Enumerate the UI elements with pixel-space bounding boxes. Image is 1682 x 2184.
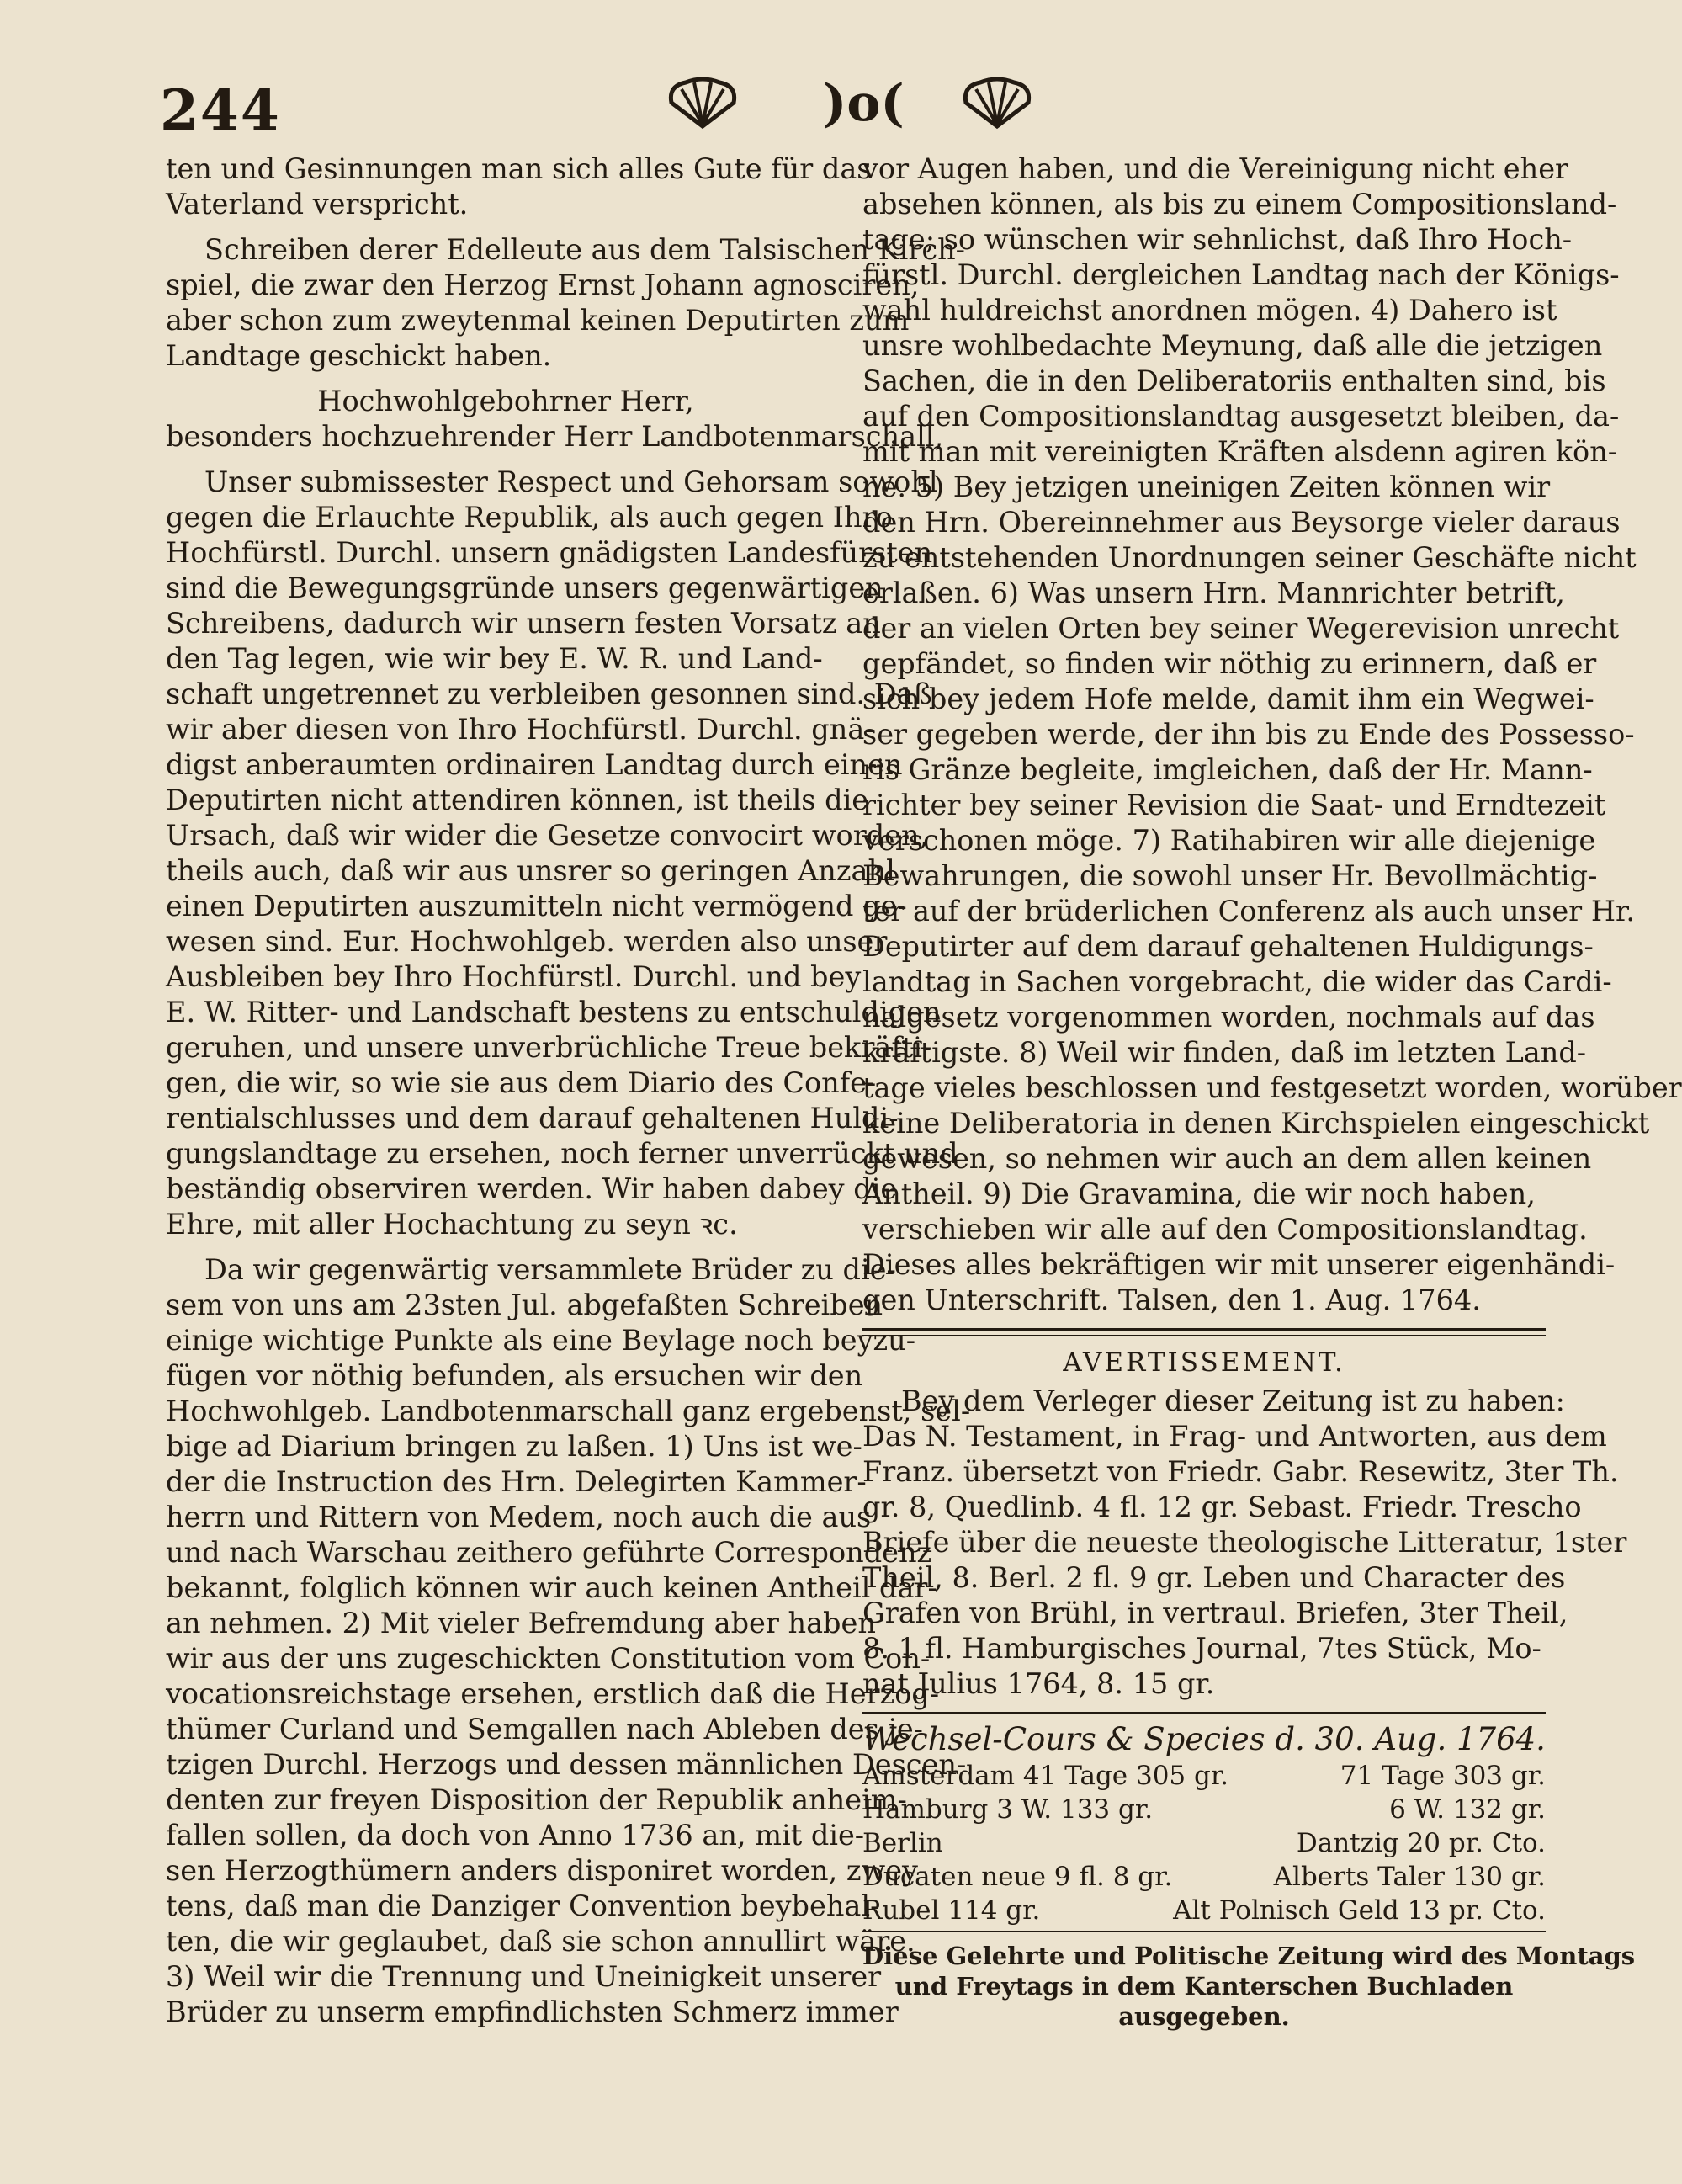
shell-ornament-icon: [665, 77, 740, 130]
text-line: gewesen, so nehmen wir auch an dem allen keinen: [862, 1142, 1592, 1175]
text-line: der die Instruction des Hrn. Delegirten Kammer-: [166, 1465, 867, 1498]
right-column: [862, 151, 1682, 2032]
text-line: und nach Warschau zeithero geführte Correspondenz: [166, 1536, 932, 1569]
exchange-row: [862, 1860, 1546, 1894]
text-line: beständig observiren werden. Wir haben dabey die: [166, 1172, 898, 1205]
exchange-row: [862, 1826, 1546, 1860]
text-line: Vaterland verspricht.: [166, 188, 469, 221]
text-line: sem von uns am 23sten Jul. abgefaßten Schreiben: [166, 1289, 883, 1321]
text-line: sich bey jedem Hofe melde, damit ihm ein Wegwei-: [862, 683, 1594, 715]
text-line: denten zur freyen Disposition der Republik anheim-: [166, 1783, 907, 1816]
text-line: Ehre, mit aller Hochachtung zu seyn ꝛc.: [166, 1208, 738, 1241]
text-line: wir aber diesen von Ihro Hochfürstl. Durchl. gnä-: [166, 713, 874, 746]
text-line: Diese Gelehrte und Politische Zeitung wird des Montags: [862, 1942, 1636, 1970]
text-line: absehen können, als bis zu einem Compositionsland-: [862, 188, 1617, 221]
exchange-cell: Rubel 114 gr.: [862, 1895, 1041, 1926]
text-line: besonders hochzuehrender Herr Landbotenmarschall,: [166, 420, 944, 453]
exchange-title: Wechsel-Cours & Species d. 30. Aug. 1764.: [862, 1721, 1546, 1757]
exchange-cell: Amsterdam 41 Tage 305 gr.: [862, 1761, 1229, 1791]
exchange-row: [862, 1894, 1546, 1927]
text-line: tens, daß man die Danziger Convention beybehal-: [166, 1889, 880, 1922]
text-line: aber schon zum zweytenmal keinen Deputirten zum: [166, 304, 910, 337]
section-divider: [862, 1328, 1546, 1336]
text-line: erlaßen. 6) Was unsern Hrn. Mannrichter betrift,: [862, 577, 1565, 609]
text-line: gungslandtage zu ersehen, noch ferner unverrückt und: [166, 1137, 958, 1170]
text-line: wir aus der uns zugeschickten Constitution vom Con-: [166, 1642, 931, 1675]
text-line: wahl huldreichst anordnen mögen. 4) Dahero ist: [862, 294, 1557, 327]
text-line: und Freytags in dem Kanterschen Buchladen: [894, 1972, 1514, 2001]
text-line: E. W. Ritter- und Landschaft bestens zu entschuldigen: [166, 996, 942, 1028]
text-line: zu entstehenden Unordnungen seiner Geschäfte nicht: [862, 541, 1637, 574]
text-line: ten und Gesinnungen man sich alles Gute für das: [166, 152, 872, 185]
text-line: Ausbleiben bey Ihro Hochfürstl. Durchl. und bey: [166, 960, 862, 993]
paragraph-letter-heading: [166, 232, 965, 374]
exchange-cell: 6 W. 132 gr.: [1389, 1794, 1546, 1825]
text-line: fügen vor nöthig befunden, als ersuchen wir den: [166, 1359, 863, 1392]
text-line: 3) Weil wir die Trennung und Uneinigkeit unserer: [166, 1960, 882, 1993]
text-line: herrn und Rittern von Medem, noch auch die aus: [166, 1501, 872, 1533]
text-line: gepfändet, so finden wir nöthig zu erinnern, daß er: [862, 647, 1597, 680]
exchange-row: [862, 1759, 1546, 1793]
text-line: vocationsreichstage ersehen, erstlich daß die Herzog-: [166, 1677, 940, 1710]
exchange-cell: Hamburg 3 W. 133 gr.: [862, 1794, 1154, 1825]
text-line: Bey dem Verleger dieser Zeitung ist zu haben:: [901, 1384, 1565, 1417]
exchange-cell: Berlin: [862, 1828, 943, 1858]
center-ornament: )o(: [823, 74, 905, 133]
text-line: Schreibens, dadurch wir unsern festen Vorsatz an: [166, 607, 881, 640]
text-line: sind die Bewegungsgründe unsers gegenwärtigen: [166, 571, 883, 604]
colophon: [862, 1941, 1636, 2032]
text-line: digst anberaumten ordinairen Landtag durch einen: [166, 748, 903, 781]
text-line: Hochwohlgebohrner Herr,: [317, 385, 694, 417]
salutation: [166, 384, 944, 454]
text-line: sen Herzogthümern anders disponiret worden, zwey-: [166, 1854, 928, 1887]
text-line: Theil, 8. Berl. 2 fl. 9 gr. Leben und Character des: [862, 1561, 1566, 1594]
text-line: verschonen möge. 7) Ratihabiren wir alle diejenige: [862, 824, 1596, 857]
text-line: Brüder zu unserm empfindlichsten Schmerz immer: [166, 1995, 899, 2028]
text-line: fallen sollen, da doch von Anno 1736 an, mit die-: [166, 1819, 865, 1852]
exchange-table: [862, 1759, 1546, 1927]
text-line: Briefe über die neueste theologische Litteratur, 1ster: [862, 1526, 1627, 1559]
exchange-cell: Dantzig 20 pr. Cto.: [1296, 1828, 1546, 1858]
text-line: Sachen, die in den Deliberatoriis enthalten sind, bis: [862, 364, 1606, 397]
text-line: gen, die wir, so wie sie aus dem Diario des Confe-: [166, 1066, 877, 1099]
text-line: verschieben wir alle auf den Compositionslandtag.: [862, 1213, 1588, 1246]
text-line: tage; so wünschen wir sehnlichst, daß Ihro Hoch-: [862, 223, 1573, 256]
text-line: den Hrn. Obereinnehmer aus Beysorge vieler daraus: [862, 506, 1621, 539]
divider: [862, 1712, 1546, 1714]
advert-title: AVERTISSEMENT.: [1063, 1347, 1345, 1378]
text-line: Franz. übersetzt von Friedr. Gabr. Resewitz, 3ter Th.: [862, 1455, 1619, 1488]
text-line: tzigen Durchl. Herzogs und dessen männlichen Descen-: [166, 1748, 967, 1781]
text-line: bige ad Diarium bringen zu laßen. 1) Uns ist we-: [166, 1430, 862, 1463]
text-line: ser gegeben werde, der ihn bis zu Ende des Possesso-: [862, 718, 1635, 751]
text-line: geruhen, und unsere unverbrüchliche Treue bekräfti-: [166, 1031, 932, 1064]
text-line: spiel, die zwar den Herzog Ernst Johann agnosciren,: [166, 268, 920, 301]
text-line: ne. 5) Bey jetzigen uneinigen Zeiten können wir: [862, 470, 1551, 503]
text-line: Grafen von Brühl, in vertraul. Briefen, 3ter Theil,: [862, 1597, 1568, 1629]
text-line: wesen sind. Eur. Hochwohlgeb. werden also unser: [166, 925, 888, 958]
text-line: nat Julius 1764, 8. 15 gr.: [862, 1667, 1215, 1700]
advert-body: [862, 1384, 1627, 1702]
exchange-cell: Ducaten neue 9 fl. 8 gr.: [862, 1862, 1173, 1892]
text-line: bekannt, folglich können wir auch keinen Antheil dar-: [166, 1571, 937, 1604]
divider: [862, 1931, 1546, 1932]
text-line: thümer Curland und Semgallen nach Ableben des je-: [166, 1713, 923, 1746]
exchange-row: [862, 1793, 1546, 1826]
text-line: ten, die wir geglaubet, daß sie schon annullirt wäre.: [166, 1925, 915, 1958]
text-line: tage vieles beschlossen und festgesetzt worden, worüber: [862, 1071, 1682, 1104]
paragraph-intro-end: [166, 151, 872, 222]
text-line: Antheil. 9) Die Gravamina, die wir noch haben,: [862, 1177, 1536, 1210]
text-line: nalgesetz vorgenommen worden, nochmals auf das: [862, 1001, 1595, 1034]
text-line: Deputirten nicht attendiren können, ist theils die: [166, 784, 869, 816]
text-line: theils auch, daß wir aus unsrer so geringen Anzahl: [166, 854, 895, 887]
text-line: unsre wohlbedachte Meynung, daß alle die jetzigen: [862, 329, 1603, 362]
text-line: ris Gränze begleite, imgleichen, daß der Hr. Mann-: [862, 753, 1593, 786]
shell-ornament-icon: [959, 77, 1035, 130]
paragraph-letter-body: [166, 465, 958, 1242]
text-line: gegen die Erlauchte Republik, als auch gegen Ihro: [166, 501, 893, 534]
text-line: Dieses alles bekräftigen wir mit unserer eigenhändi-: [862, 1248, 1616, 1281]
text-line: keine Deliberatoria in denen Kirchspielen eingeschickt: [862, 1107, 1650, 1140]
text-line: Unser submissester Respect und Gehorsam sowohl: [204, 465, 938, 498]
text-line: Bewahrungen, die sowohl unser Hr. Bevollmächtig-: [862, 859, 1598, 892]
text-line: der an vielen Orten bey seiner Wegerevision unrecht: [862, 612, 1620, 645]
text-line: fürstl. Durchl. dergleichen Landtag nach der Königs-: [862, 258, 1620, 291]
text-line: ausgegeben.: [1118, 2002, 1290, 2031]
text-line: Hochfürstl. Durchl. unsern gnädigsten Landesfürsten: [166, 536, 933, 569]
text-line: Landtage geschickt haben.: [166, 339, 552, 372]
text-line: vor Augen haben, und die Vereinigung nicht eher: [862, 152, 1569, 185]
text-line: gr. 8, Quedlinb. 4 fl. 12 gr. Sebast. Friedr. Trescho: [862, 1491, 1582, 1523]
paragraph-appendix-continued: [862, 151, 1682, 1318]
text-line: kräftigste. 8) Weil wir finden, daß im letzten Land-: [862, 1036, 1587, 1069]
text-line: Hochwohlgeb. Landbotenmarschall ganz ergebenst, sel-: [166, 1395, 971, 1427]
exchange-cell: 71 Tage 303 gr.: [1340, 1761, 1546, 1791]
text-line: gen Unterschrift. Talsen, den 1. Aug. 1764.: [862, 1283, 1481, 1316]
text-line: rentialschlusses und dem darauf gehaltenen Huldi-: [166, 1102, 899, 1135]
text-line: ter auf der brüderlichen Conferenz als auch unser Hr.: [862, 895, 1636, 927]
text-line: mit man mit vereinigten Kräften alsdenn agiren kön-: [862, 435, 1618, 468]
text-line: Da wir gegenwärtig versammlete Brüder zu die-: [204, 1253, 896, 1286]
text-line: richter bey seiner Revision die Saat- und Erndtezeit: [862, 789, 1606, 821]
text-line: einige wichtige Punkte als eine Beylage noch beyzu-: [166, 1324, 916, 1357]
text-line: den Tag legen, wie wir bey E. W. R. und Land-: [166, 642, 823, 675]
text-line: landtag in Sachen vorgebracht, die wider das Cardi-: [862, 965, 1612, 998]
page-number: 244: [160, 77, 281, 143]
text-line: Schreiben derer Edelleute aus dem Talsischen Kirch-: [204, 233, 965, 266]
text-line: 8. 1 fl. Hamburgisches Journal, 7tes Stück, Mo-: [862, 1632, 1541, 1665]
text-line: einen Deputirten auszumitteln nicht vermögend ge-: [166, 890, 907, 922]
exchange-cell: Alberts Taler 130 gr.: [1273, 1862, 1546, 1892]
text-line: Ursach, daß wir wider die Gesetze convocirt worden,: [166, 819, 929, 852]
text-line: Deputirter auf dem darauf gehaltenen Huldigungs-: [862, 930, 1594, 963]
text-line: schaft ungetrennet zu verbleiben gesonnen sind. Daß: [166, 678, 932, 710]
text-line: auf den Compositionslandtag ausgesetzt bleiben, da-: [862, 400, 1620, 433]
text-line: Das N. Testament, in Frag- und Antworten, aus dem: [862, 1420, 1607, 1453]
text-line: an nehmen. 2) Mit vieler Befremdung aber haben: [166, 1607, 876, 1639]
exchange-cell: Alt Polnisch Geld 13 pr. Cto.: [1173, 1895, 1546, 1926]
